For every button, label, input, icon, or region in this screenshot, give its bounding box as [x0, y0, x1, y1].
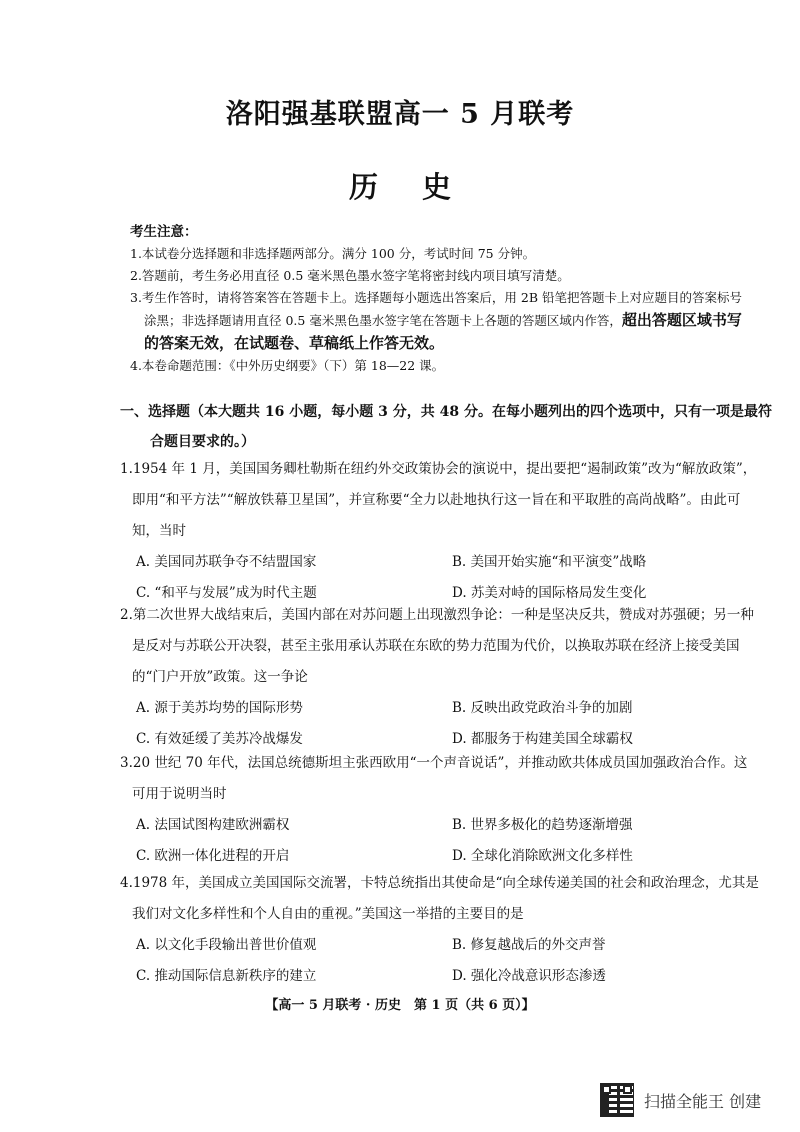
option: A. 以文化手段输出普世价值观 [136, 937, 317, 953]
option: D. 苏美对峙的国际格局发生变化 [452, 585, 647, 601]
notice-item: 1.本试卷分选择题和非选择题两部分。满分 100 分，考试时间 75 分钟。 [130, 246, 536, 261]
option-list [136, 810, 760, 872]
page-footer: 【高一 5 月联考 · 历史 第 1 页（共 6 页）】 [265, 998, 535, 1013]
scanner-label: 扫描全能王 创建 [644, 1091, 762, 1111]
option: B. 修复越战后的外交声誉 [452, 937, 606, 953]
notice-heading: 考生注意： [130, 224, 198, 240]
option: A. 源于美苏均势的国际形势 [136, 700, 303, 716]
question [120, 454, 760, 609]
question-stem: 1.1954 年 1 月，美国国务卿杜勒斯在纽约外交政策协会的演说中，提出要把“遏制政策”改为“解放政策”，即用“和平方法”“解放铁幕卫星国”，并宣称要“全力以赴地执行这一旨在和平取胜的高尚战略”。由此可知，当时 [120, 461, 757, 539]
option: A. 美国同苏联争夺不结盟国家 [136, 554, 317, 570]
option: C. 欧洲一体化进程的开启 [136, 848, 290, 864]
option: B. 反映出政党政治斗争的加剧 [452, 700, 633, 716]
question-stem: 3.20 世纪 70 年代，法国总统德斯坦主张西欧用“一个声音说话”，并推动欧共体成员国加强政治合作。这可用于说明当时 [120, 755, 748, 802]
notice-item: 4.本卷命题范围：《中外历史纲要》（下）第 18—22 课。 [130, 358, 445, 373]
option: C. 有效延缓了美苏冷战爆发 [136, 731, 303, 747]
scanner-watermark [600, 1083, 761, 1117]
notice-item-emphasis: 超出答题区域书写的答案无效，在试题卷、草稿纸上作答无效。 [144, 311, 742, 352]
question-stem: 2.第二次世界大战结束后，美国内部在对苏问题上出现激烈争论：一种是坚决反共，赞成对苏强硬；另一种是反对与苏联公开决裂，甚至主张用承认苏联在东欧的势力范围为代价，以换取苏联在经济上接受美国的“门户开放”政策。这一争论 [120, 607, 754, 685]
notice-item: 2.答题前，考生务必用直径 0.5 毫米黑色墨水签字笔将密封线内项目填写清楚。 [130, 268, 570, 283]
option: D. 全球化消除欧洲文化多样性 [452, 848, 633, 864]
option-list [136, 693, 760, 755]
option: C. “和平与发展”成为时代主题 [136, 585, 317, 601]
question [120, 748, 760, 872]
qr-code-icon [600, 1083, 634, 1117]
notice-block [130, 220, 750, 377]
question-stem: 4.1978 年，美国成立美国国际交流署，卡特总统指出其使命是“向全球传递美国的社会和政治理念，尤其是我们对文化多样性和个人自由的重视。”美国这一举措的主要目的是 [120, 875, 759, 922]
option: A. 法国试图构建欧洲霸权 [136, 817, 290, 833]
question [120, 600, 760, 755]
exam-title: 洛阳强基联盟高一 5 月联考 [225, 99, 575, 130]
notice-item [130, 287, 750, 355]
option-list [136, 930, 760, 992]
option: B. 美国开始实施“和平演变”战略 [452, 554, 647, 570]
subject-title: 历史 [348, 170, 495, 204]
option: B. 世界多极化的趋势逐渐增强 [452, 817, 633, 833]
notice-item-text: 3.考生作答时，请将答案答在答题卡上。选择题每小题选出答案后，用 2B 铅笔把答题卡上对应题目的答案标号涂黑；非选择题请用直径 0.5 毫米黑色墨水签字笔在答题卡上各题的答题区域内作答， [130, 290, 743, 328]
option: D. 强化冷战意识形态渗透 [452, 968, 606, 984]
option: C. 推动国际信息新秩序的建立 [136, 968, 317, 984]
question [120, 868, 760, 992]
option: D. 都服务于构建美国全球霸权 [452, 731, 633, 747]
section-heading: 一、选择题（本大题共 16 小题，每小题 3 分，共 48 分。在每小题列出的四个选项中，只有一项是最符合题目要求的。） [120, 404, 772, 450]
